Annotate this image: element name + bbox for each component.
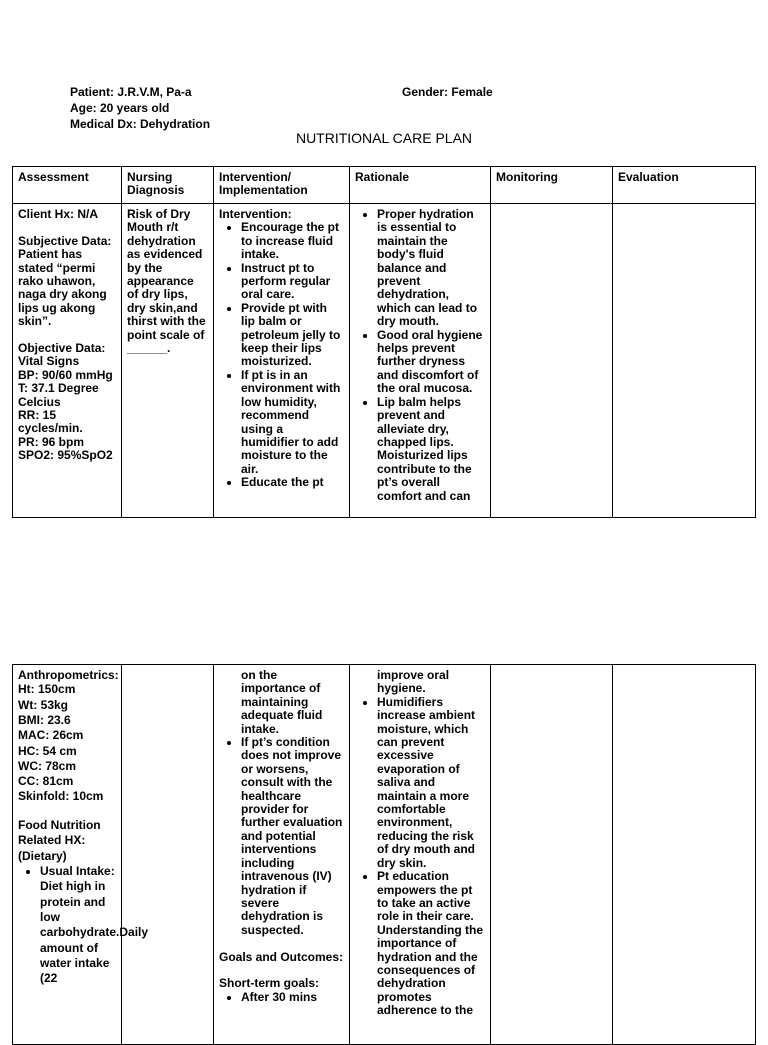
intervention-list (219, 221, 344, 489)
list-item: • Good oral hygiene helps prevent further dryness and discomfort of the oral mucosa. (377, 329, 485, 396)
vital-bp: BP: 90/60 mmHg (18, 367, 113, 382)
intervention-list-continued (219, 736, 344, 937)
anthro-bmi: BMI: 23.6 (18, 713, 71, 727)
evaluation-cell-continued (613, 665, 756, 1045)
rationale-continued-text: improve oral hygiene. (377, 668, 450, 696)
list-item: • Provide pt with lip balm or petroleum jelly to keep their lips moisturized. (241, 302, 344, 369)
vital-temperature: T: 37.1 Degree Celcius (18, 381, 99, 409)
list-item: • Usual Intake: Diet high in protein and low carbohydrate.Daily amount of water intake (22 (40, 864, 116, 986)
assessment-cell (13, 204, 122, 518)
intervention-cell-continued (214, 665, 350, 1045)
anthro-height: Ht: 150cm (18, 682, 76, 697)
list-item: • After 30 mins (241, 991, 344, 1004)
goals-label: Goals and Outcomes: (219, 949, 344, 964)
list-item: • Encourage the pt to increase fluid intake. (241, 221, 344, 261)
page-title: NUTRITIONAL CARE PLAN (295, 130, 473, 146)
rationale-cell (350, 204, 491, 518)
vital-signs-label: Vital Signs (18, 354, 80, 369)
list-item: • If pt’s condition does not improve or worsens, consult with the healthcare provider for further evaluation and potential interventions including intravenous (IV) hydration if severe dehydration is suspected. (241, 736, 344, 937)
list-item: • Humidifiers increase ambient moisture, which can prevent excessive evaporation of saliva and maintain a more comfortable environment, reducing the risk of dry mouth and dry skin. (377, 696, 485, 870)
list-item: • Lip balm helps prevent and alleviate dry, chapped lips. Moisturized lips contribute to the pt’s overall comfort and can (377, 396, 485, 503)
rationale-list (355, 208, 485, 503)
anthro-mac: MAC: 26cm (18, 728, 84, 743)
column-header-intervention: Intervention/ Implementation (214, 167, 350, 204)
intervention-cell (214, 204, 350, 518)
anthro-skinfold: Skinfold: 10cm (18, 789, 104, 804)
patient-medical-dx: Medical Dx: Dehydration (70, 117, 211, 131)
nursing-diagnosis-text: Risk of Dry Mouth r/t dehydration as evidenced by the appearance of dry lips, dry skin,and thirst with the point scale of ______. (127, 207, 206, 356)
food-history-list (18, 864, 149, 986)
column-header-monitoring: Monitoring (491, 167, 613, 204)
objective-label: Objective Data: (18, 341, 106, 356)
list-item: • Educate the pt (241, 476, 344, 489)
anthropometrics-label: Anthropometrics: (18, 668, 119, 682)
anthro-weight: Wt: 53kg (18, 697, 69, 712)
care-plan-table-page-1 (12, 166, 756, 518)
patient-age: Age: 20 years old (70, 101, 170, 115)
subjective-label: Subjective Data: (18, 233, 112, 248)
nursing-diagnosis-cell-continued (122, 665, 214, 1045)
vital-pr: PR: 96 bpm (18, 434, 85, 449)
nursing-diagnosis-cell (122, 204, 214, 518)
vital-rr: RR: 15 cycles/min. (18, 408, 83, 436)
intervention-label: Intervention: (219, 207, 292, 221)
column-header-evaluation: Evaluation (613, 167, 756, 204)
care-plan-table-page-2 (12, 664, 756, 1045)
list-item: • Instruct pt to perform regular oral care. (241, 262, 344, 302)
anthro-hc: HC: 54 cm (18, 743, 77, 758)
rationale-cell-continued (350, 665, 491, 1045)
subjective-text: Patient has stated “permi rako uhawon, naga dry akong lips ug akong skin”. (18, 247, 107, 329)
food-history-label: Food Nutrition Related HX: (Dietary) (18, 818, 101, 863)
patient-gender: Gender: Female (402, 85, 493, 99)
rationale-list-continued (355, 696, 485, 1018)
client-history: Client Hx: N/A (18, 207, 99, 221)
anthro-cc: CC: 81cm (18, 774, 74, 789)
column-header-rationale: Rationale (350, 167, 491, 204)
anthro-wc: WC: 78cm (18, 758, 77, 773)
column-header-assessment: Assessment (13, 167, 122, 204)
list-item: • Pt education empowers the pt to take an active role in their care. Understanding the importance of hydration and the consequences of dehydration promotes adherence to the (377, 870, 485, 1017)
column-header-nursing-diagnosis: Nursing Diagnosis (122, 167, 214, 204)
evaluation-cell (613, 204, 756, 518)
monitoring-cell-continued (491, 665, 613, 1045)
intervention-continued-text: on the importance of maintaining adequate fluid intake. (241, 668, 323, 736)
vital-spo2: SPO2: 95%SpO2 (18, 448, 113, 463)
short-term-goals-label: Short-term goals: (219, 976, 320, 991)
list-item: • If pt is in an environment with low humidity, recommend using a humidifier to add moisture to the air. (241, 369, 344, 476)
list-item: • Proper hydration is essential to maintain the body's fluid balance and prevent dehydration, which can lead to dry mouth. (377, 208, 485, 329)
short-term-goals-list (219, 991, 344, 1004)
assessment-cell-continued (13, 665, 149, 1045)
monitoring-cell (491, 204, 613, 518)
patient-name: Patient: J.R.V.M, Pa-a (70, 85, 192, 99)
